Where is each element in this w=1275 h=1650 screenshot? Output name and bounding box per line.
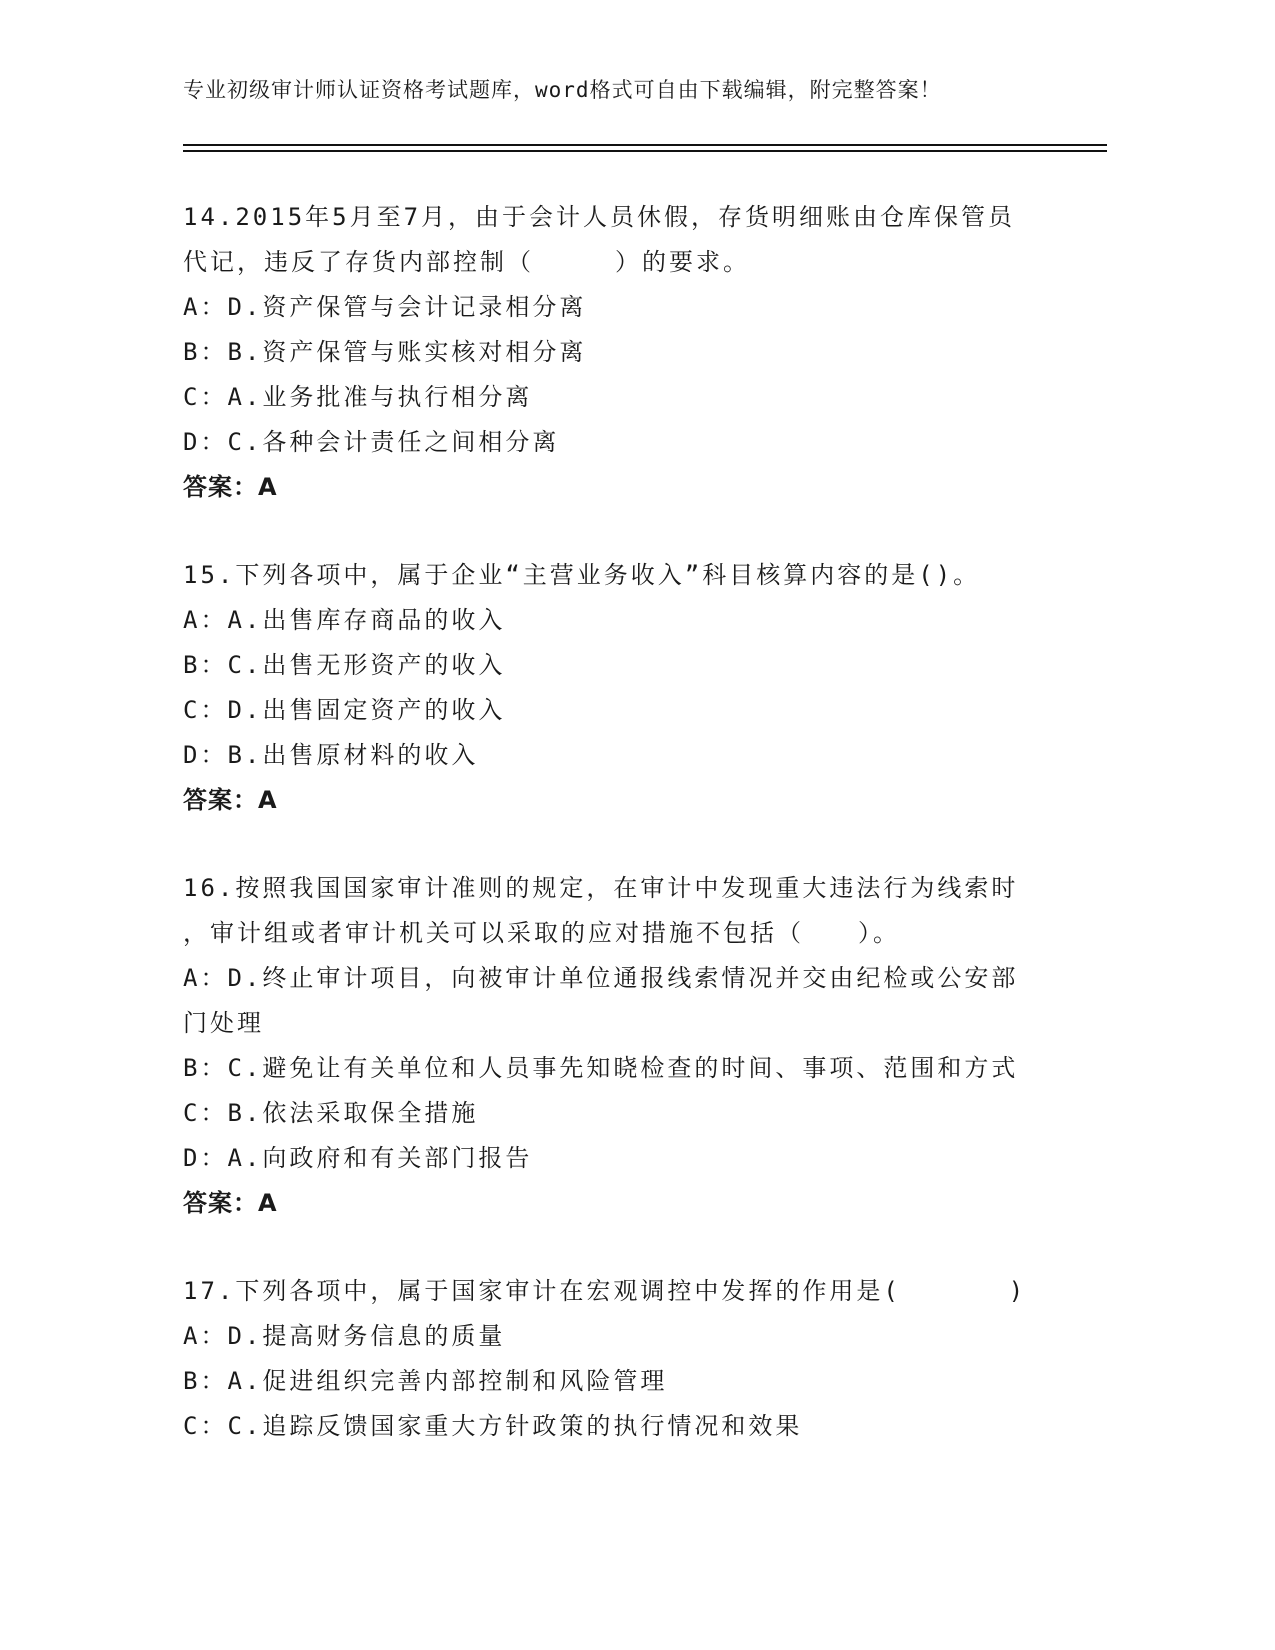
- header-rule-top: [183, 144, 1107, 146]
- option-d: D：A.向政府和有关部门报告: [183, 1144, 533, 1172]
- question-text: 16.按照我国国家审计准则的规定，在审计中发现重大违法行为线索时: [183, 874, 1019, 902]
- question-text: 17.下列各项中，属于国家审计在宏观调控中发挥的作用是( ): [183, 1277, 1027, 1305]
- question-text: 代记，违反了存货内部控制（ ）的要求。: [183, 248, 750, 276]
- option-d: D：B.出售原材料的收入: [183, 741, 479, 769]
- answer: 答案：A: [183, 1189, 278, 1217]
- header-rule-bottom: [183, 150, 1107, 152]
- option-a: A：D.终止审计项目，向被审计单位通报线索情况并交由纪检或公安部: [183, 964, 1019, 992]
- option-b: B：C.出售无形资产的收入: [183, 651, 506, 679]
- question-text: 15.下列各项中，属于企业“主营业务收入”科目核算内容的是()。: [183, 561, 981, 589]
- option-d: D：C.各种会计责任之间相分离: [183, 428, 560, 456]
- page-header: 专业初级审计师认证资格考试题库，word格式可自由下载编辑，附完整答案！: [183, 78, 942, 102]
- option-b: B：C.避免让有关单位和人员事先知晓检查的时间、事项、范围和方式: [183, 1054, 1019, 1082]
- question-list: [183, 195, 1053, 1492]
- question-16: [183, 866, 1053, 1226]
- option-a-continued: 门处理: [183, 1009, 264, 1037]
- option-c: C：D.出售固定资产的收入: [183, 696, 506, 724]
- question-14: [183, 195, 1053, 510]
- answer: 答案：A: [183, 473, 278, 501]
- option-b: B：A.促进组织完善内部控制和风险管理: [183, 1367, 668, 1395]
- question-text: ，审计组或者审计机关可以采取的应对措施不包括（ ）。: [183, 919, 900, 947]
- question-17: [183, 1269, 1053, 1449]
- option-a: A：D.资产保管与会计记录相分离: [183, 293, 587, 321]
- question-text: 14.2015年5月至7月，由于会计人员休假，存货明细账由仓库保管员: [183, 203, 1016, 231]
- question-15: [183, 553, 1053, 823]
- option-c: C：C.追踪反馈国家重大方针政策的执行情况和效果: [183, 1412, 803, 1440]
- option-c: C：A.业务批准与执行相分离: [183, 383, 533, 411]
- answer: 答案：A: [183, 786, 278, 814]
- option-a: A：A.出售库存商品的收入: [183, 606, 506, 634]
- option-c: C：B.依法采取保全措施: [183, 1099, 479, 1127]
- option-a: A：D.提高财务信息的质量: [183, 1322, 506, 1350]
- option-b: B：B.资产保管与账实核对相分离: [183, 338, 587, 366]
